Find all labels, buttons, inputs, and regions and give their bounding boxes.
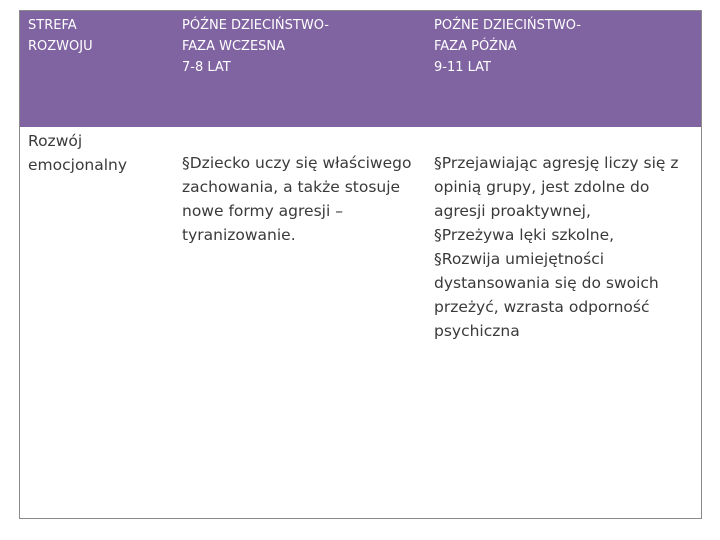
area-line-2: emocjonalny xyxy=(28,156,128,174)
late-line-6: dystansowania się do swoich xyxy=(434,274,659,292)
late-line-3: agresji proaktywnej, xyxy=(434,202,591,220)
early-line-2: zachowania, a także stosuje xyxy=(182,178,401,196)
late-line-2: opinią grupy, jest zdolne do xyxy=(434,178,650,196)
header-late-line-3: 9-11 LAT xyxy=(434,60,492,75)
header-cell-late-phase xyxy=(434,15,694,78)
late-line-8: psychiczna xyxy=(434,322,520,340)
early-line-3: nowe formy agresji – xyxy=(182,202,343,220)
header-early-line-2: FAZA WCZESNA xyxy=(182,39,286,54)
cell-early-phase-description xyxy=(182,151,430,247)
late-line-7: przeżyć, wzrasta odporność xyxy=(434,298,650,316)
early-line-4: tyranizowanie. xyxy=(182,226,296,244)
late-line-1: §Przejawiając agresję liczy się z xyxy=(434,154,679,172)
late-line-4: §Przeżywa lęki szkolne, xyxy=(434,226,615,244)
header-area-line-1: STREFA xyxy=(28,18,77,33)
late-line-5: §Rozwija umiejętności xyxy=(434,250,605,268)
cell-late-phase-description xyxy=(434,151,699,343)
table-header-row xyxy=(20,11,701,127)
area-line-1: Rozwój xyxy=(28,132,83,150)
header-late-line-2: FAZA PÓŹNA xyxy=(434,39,517,54)
header-cell-area xyxy=(28,15,158,57)
early-line-1: §Dziecko uczy się właściwego xyxy=(182,154,412,172)
header-late-line-1: POŹNE DZIECIŃSTWO- xyxy=(434,18,581,33)
header-early-line-1: PÓŹNE DZIECIŃSTWO- xyxy=(182,18,329,33)
header-early-line-3: 7-8 LAT xyxy=(182,60,231,75)
cell-area-emotional xyxy=(28,129,168,177)
development-table xyxy=(19,10,702,519)
header-area-line-2: ROZWOJU xyxy=(28,39,93,54)
header-cell-early-phase xyxy=(182,15,422,78)
